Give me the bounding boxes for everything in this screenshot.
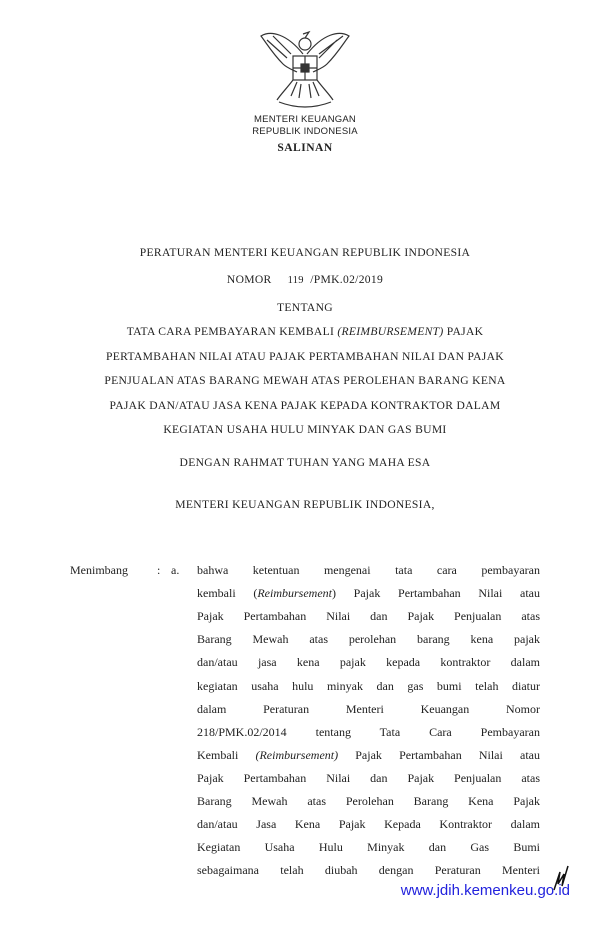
text-line bbox=[197, 725, 540, 740]
text-line bbox=[197, 679, 540, 694]
line-text: PAJAK DAN/ATAU JASA KENA PAJAK KEPADA KONTRAKTOR DALAM bbox=[109, 398, 501, 412]
line-text: Pajak Pertambahan Nilai atau bbox=[338, 747, 540, 762]
italic-term: Reimbursement bbox=[257, 586, 332, 601]
line-text: Pajak Pertambahan Nilai dan Pajak Penjualan atas bbox=[197, 609, 540, 624]
italic-term: (REIMBURSEMENT) bbox=[337, 325, 444, 338]
line-text: Kembali bbox=[197, 747, 256, 762]
line-text: sebagaimana telah diubah dengan Peraturan Menteri bbox=[197, 863, 540, 878]
blessing: DENGAN RAHMAT TUHAN YANG MAHA ESA bbox=[179, 456, 431, 469]
line-text: 218/PMK.02/2014 tentang Tata Cara Pembayaran bbox=[197, 724, 540, 739]
line-text: PENJUALAN ATAS BARANG MEWAH ATAS PEROLEHAN BARANG KENA bbox=[104, 374, 506, 387]
ministry-line-1: MENTERI KEUANGAN bbox=[254, 114, 356, 125]
considering-item-marker: a. bbox=[171, 563, 180, 577]
salinan-stamp: SALINAN bbox=[277, 142, 333, 154]
line-text: dan/atau jasa kena pajak kepada kontraktor dalam bbox=[197, 655, 540, 670]
signature-initial-icon bbox=[550, 862, 572, 892]
line-text: bahwa ketentuan mengenai tata cara pembayaran bbox=[197, 563, 540, 577]
text-line bbox=[40, 374, 570, 388]
authority: MENTERI KEUANGAN REPUBLIK INDONESIA, bbox=[175, 498, 435, 511]
line-text: PERTAMBAHAN NILAI ATAU PAJAK PERTAMBAHAN NILAI DAN PAJAK bbox=[106, 349, 504, 363]
line-text: kegiatan usaha hulu minyak dan gas bumi telah diatur bbox=[197, 678, 540, 693]
line-text: PAJAK bbox=[443, 325, 484, 338]
text-line bbox=[197, 702, 540, 717]
line-text: Pajak Pertambahan Nilai dan Pajak Penjualan atas bbox=[197, 770, 540, 785]
regulation-title: PERATURAN MENTERI KEUANGAN REPUBLIK INDONESIA bbox=[139, 246, 471, 259]
text-line bbox=[40, 325, 570, 339]
line-text: TATA CARA PEMBAYARAN KEMBALI bbox=[126, 325, 338, 338]
ministry-line-2: REPUBLIK INDONESIA bbox=[252, 126, 358, 137]
text-line bbox=[197, 863, 540, 878]
text-line bbox=[197, 609, 540, 624]
line-text: dan/atau Jasa Kena Pajak Kepada Kontraktor dalam bbox=[197, 817, 540, 832]
nomor-label: NOMOR bbox=[226, 273, 272, 286]
garuda-emblem-icon bbox=[257, 24, 353, 114]
considering-colon: : bbox=[157, 563, 161, 577]
line-text: kembali ( bbox=[197, 586, 258, 601]
regulation-number bbox=[40, 273, 570, 287]
line-text: Kegiatan Usaha Hulu Minyak dan Gas Bumi bbox=[197, 840, 540, 855]
text-line bbox=[197, 748, 540, 763]
line-text: ) Pajak Pertambahan Nilai atau bbox=[332, 586, 541, 601]
text-line bbox=[40, 399, 570, 413]
text-line bbox=[197, 632, 540, 647]
text-line bbox=[197, 794, 540, 809]
text-line bbox=[197, 655, 540, 670]
text-line bbox=[197, 840, 540, 855]
text-line bbox=[40, 423, 570, 437]
footer-url[interactable]: www.jdih.kemenkeu.go.id bbox=[400, 882, 570, 899]
text-line bbox=[40, 350, 570, 364]
text-line bbox=[197, 817, 540, 832]
text-line bbox=[197, 563, 540, 578]
nomor-value: 119 bbox=[287, 275, 304, 286]
text-line bbox=[197, 586, 540, 601]
tentang-label: TENTANG bbox=[277, 301, 333, 314]
line-text: Barang Mewah atas perolehan barang kena pajak bbox=[197, 632, 540, 647]
nomor-suffix: /PMK.02/2019 bbox=[310, 273, 384, 286]
line-text: KEGIATAN USAHA HULU MINYAK DAN GAS BUMI bbox=[163, 423, 447, 436]
text-line bbox=[197, 771, 540, 786]
line-text: Barang Mewah atas Perolehan Barang Kena Pajak bbox=[197, 794, 540, 808]
italic-term: (Reimbursement) bbox=[255, 747, 339, 762]
considering-label: Menimbang bbox=[70, 563, 128, 577]
line-text: dalam Peraturan Menteri Keuangan Nomor bbox=[197, 701, 540, 716]
